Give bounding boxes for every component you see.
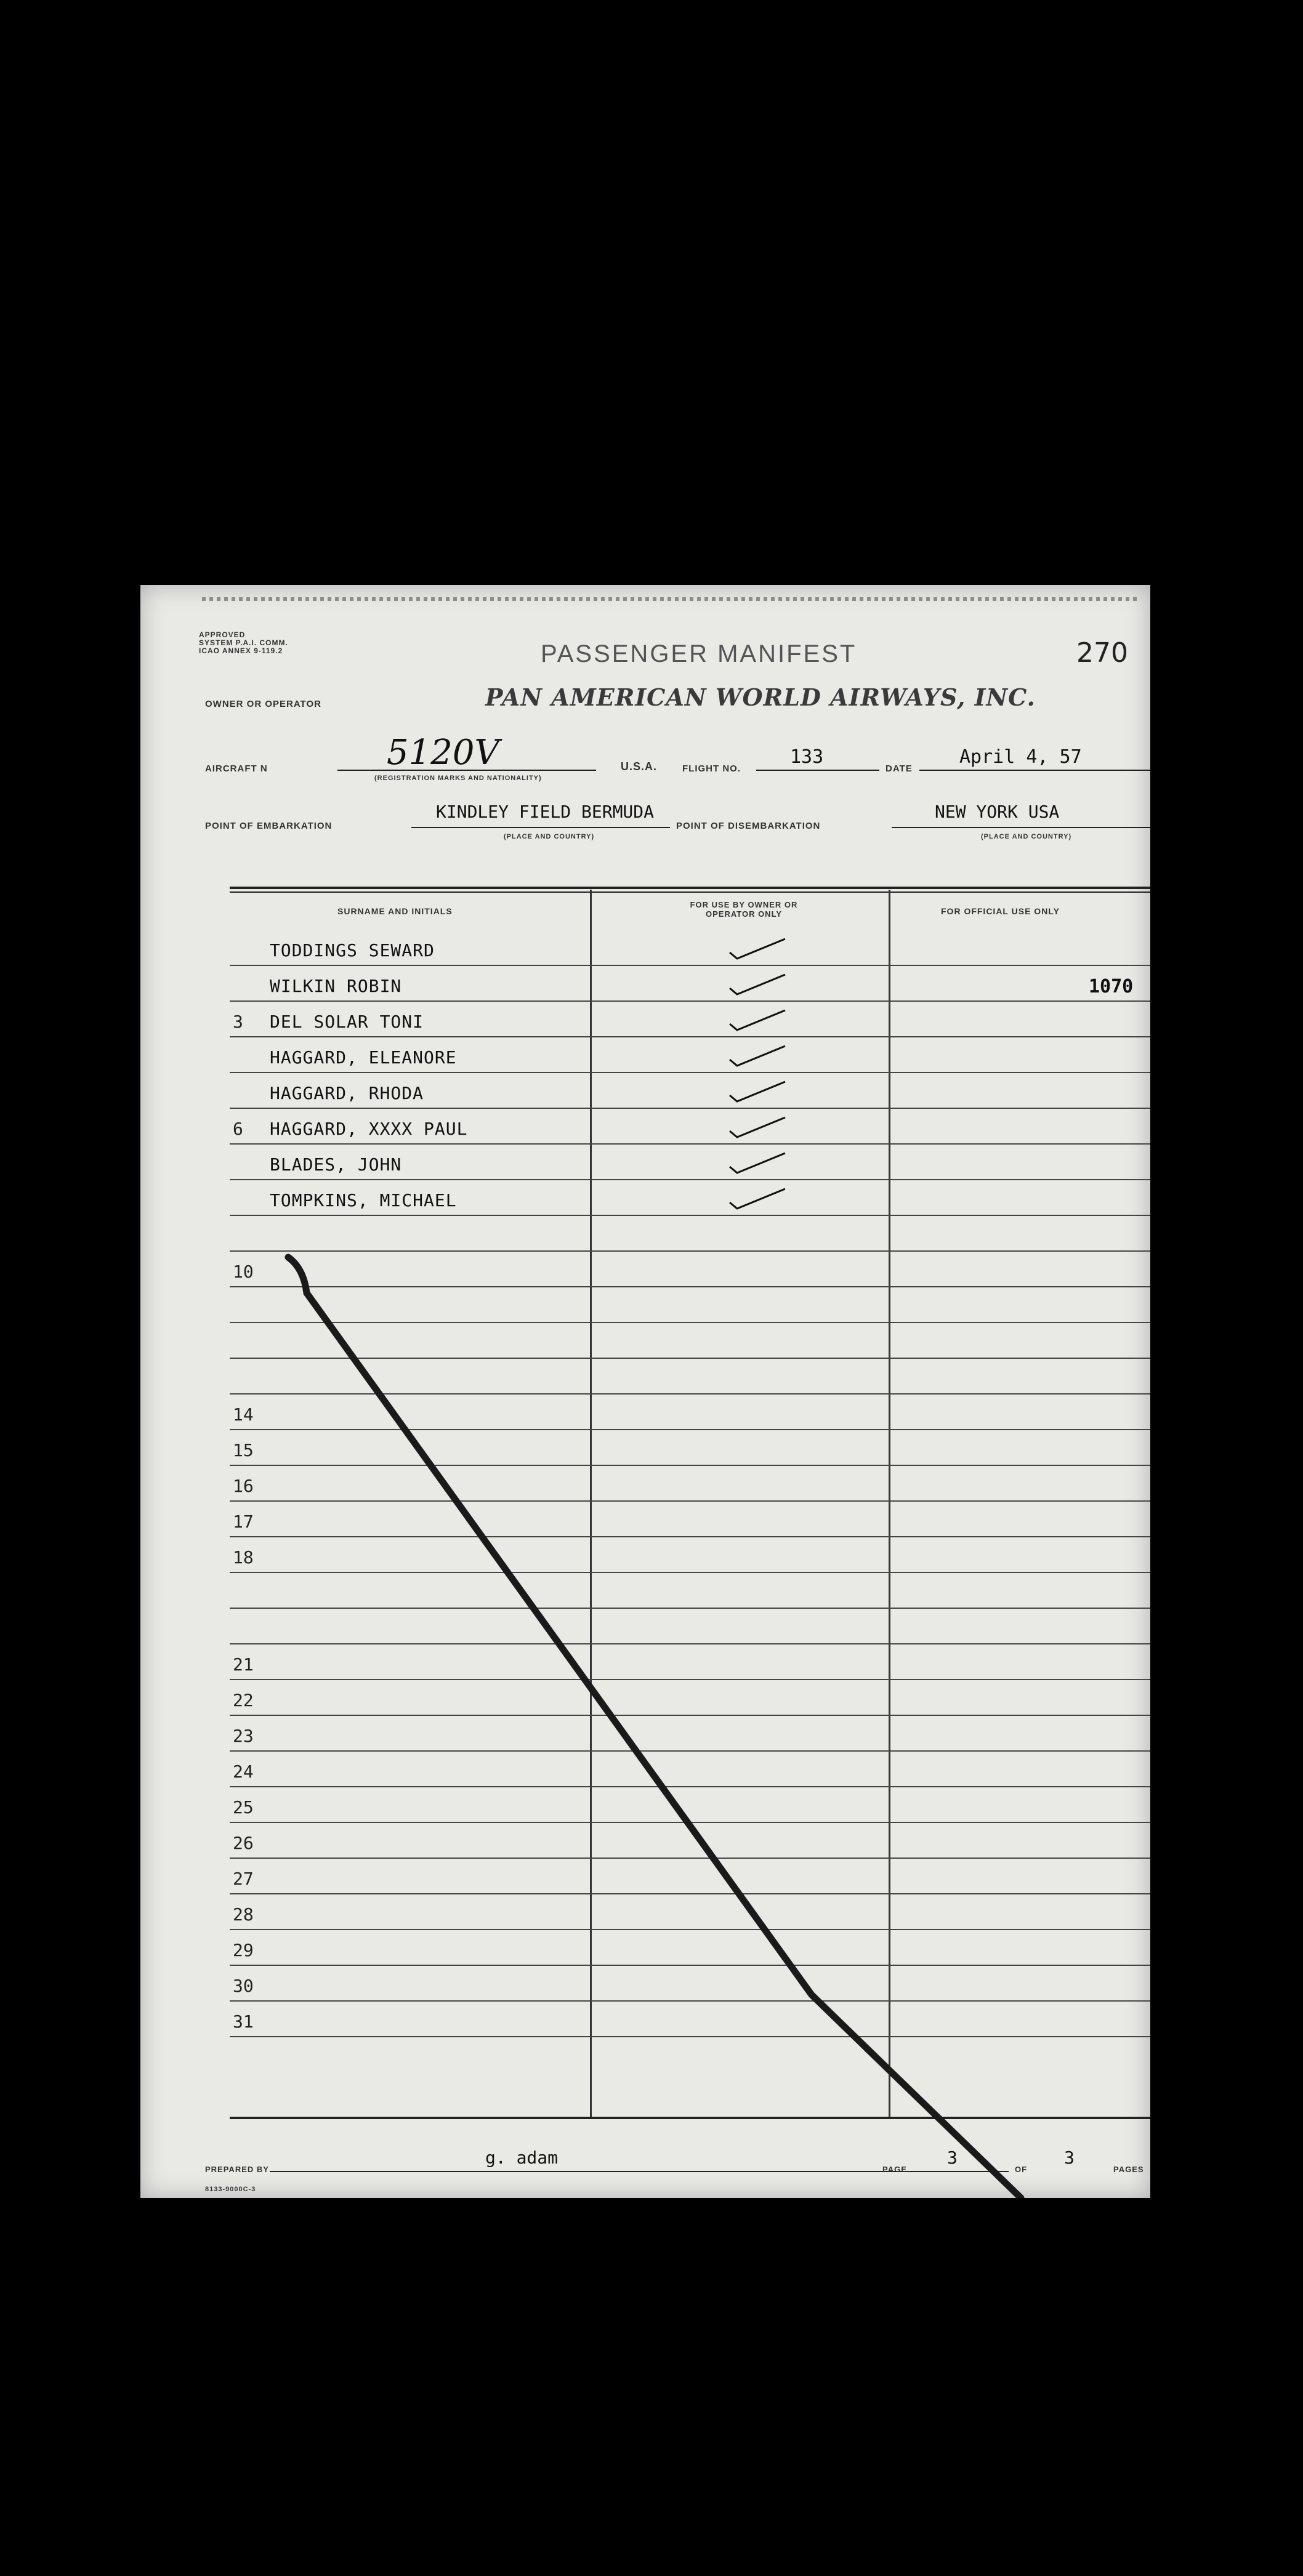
page-label: PAGE: [882, 2165, 907, 2174]
official-use-value: 1070: [1089, 976, 1134, 997]
prepared-value: g. adam: [485, 2147, 559, 2168]
approval-line: APPROVED: [199, 630, 246, 639]
row-number: 25: [233, 1797, 254, 1817]
embark-value: KINDLEY FIELD BERMUDA: [436, 802, 655, 822]
cancel-line-overlay: [140, 585, 1150, 2198]
approval-line: ICAO ANNEX 9-119.2: [199, 646, 283, 655]
page-value: 3: [947, 2147, 958, 2168]
form-code: 8133-9000C-3: [205, 2186, 256, 2193]
header-owner-use: FOR USE BY OWNER OR OPERATOR ONLY: [690, 900, 798, 919]
aircraft-label: AIRCRAFT N: [205, 763, 268, 774]
row-number: 16: [233, 1476, 254, 1496]
row-number: 22: [233, 1690, 254, 1710]
disembark-value: NEW YORK USA: [935, 802, 1060, 822]
disembark-label: POINT OF DISEMBARKATION: [676, 821, 821, 831]
flight-label: FLIGHT NO.: [682, 763, 741, 774]
page-number: 270: [1076, 637, 1128, 669]
header-official-use: FOR OFFICIAL USE ONLY: [941, 906, 1060, 916]
manifest-document: [140, 585, 1150, 2198]
row-number: 10: [233, 1262, 254, 1282]
date-value: April 4, 57: [959, 746, 1082, 768]
passenger-name: DEL SOLAR TONI: [270, 1012, 424, 1032]
prepared-label: PREPARED BY: [205, 2165, 269, 2174]
row-number: 27: [233, 1869, 254, 1889]
embark-label: POINT OF EMBARKATION: [205, 821, 333, 831]
row-number: 14: [233, 1404, 254, 1425]
flight-value: 133: [790, 746, 824, 768]
row-number: 31: [233, 2011, 254, 2032]
row-number: 3: [233, 1012, 243, 1032]
row-number: 28: [233, 1904, 254, 1925]
aircraft-value: 5120V: [387, 733, 499, 773]
row-number: 17: [233, 1511, 254, 1532]
approval-line: SYSTEM P.A.I. COMM.: [199, 638, 288, 647]
owner-label: OWNER OR OPERATOR: [205, 699, 321, 709]
date-label: DATE: [885, 763, 913, 774]
row-number: 6: [233, 1119, 243, 1139]
passenger-name: TOMPKINS, MICHAEL: [270, 1190, 457, 1210]
row-number: 15: [233, 1440, 254, 1460]
passenger-name: HAGGARD, XXXX PAUL: [270, 1119, 468, 1139]
row-number: 18: [233, 1547, 254, 1568]
row-number: 30: [233, 1976, 254, 1996]
aircraft-sub: (REGISTRATION MARKS AND NATIONALITY): [374, 775, 542, 782]
form-title: PASSENGER MANIFEST: [541, 640, 857, 667]
of-value: 3: [1064, 2147, 1075, 2168]
passenger-name: WILKIN ROBIN: [270, 976, 402, 996]
disembark-sub: (PLACE AND COUNTRY): [981, 833, 1072, 840]
passenger-name: BLADES, JOHN: [270, 1154, 402, 1175]
company-name: PAN AMERICAN WORLD AIRWAYS, INC.: [485, 683, 1036, 711]
embark-sub: (PLACE AND COUNTRY): [504, 833, 595, 840]
row-number: 24: [233, 1761, 254, 1782]
pages-label: PAGES: [1113, 2165, 1144, 2174]
passenger-name: HAGGARD, RHODA: [270, 1083, 424, 1103]
row-number: 23: [233, 1726, 254, 1746]
cancel-line: [288, 1257, 1021, 2198]
row-number: 21: [233, 1654, 254, 1675]
nationality-label: U.S.A.: [621, 760, 658, 773]
header-surname: SURNAME AND INITIALS: [337, 906, 453, 916]
row-number: 26: [233, 1833, 254, 1853]
passenger-name: HAGGARD, ELEANORE: [270, 1047, 457, 1068]
row-number: 29: [233, 1940, 254, 1960]
passenger-name: TODDINGS SEWARD: [270, 940, 435, 960]
of-label: OF: [1015, 2165, 1028, 2174]
